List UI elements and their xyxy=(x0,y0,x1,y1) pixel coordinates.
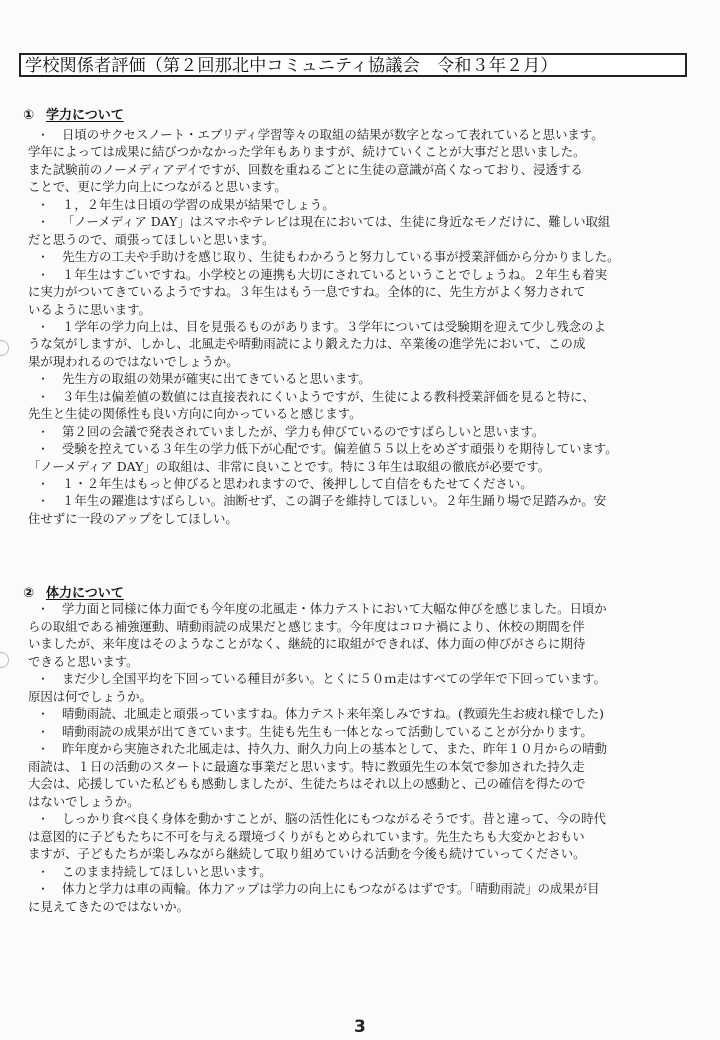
comment-line: いましたが、来年度はそのようなことがなく、継続的に取組ができれば、体力面の伸びがさらに期待 xyxy=(28,636,586,651)
bullet-mark: ・ xyxy=(37,319,50,334)
comment-line: 学力面と同様に体力面でも今年度の北風走・体力テストにおいて大幅な伸びを感じました。日頃か xyxy=(62,601,607,616)
comment-line: 晴動雨読、北風走と頑張っていますね。体力テスト来年楽しみですね。(教頭先生お疲れ様でした) xyxy=(62,706,604,721)
comment-line: ますが、子どもたちが楽しみながら継続して取り組めていける活動を今後も続けていってください。 xyxy=(28,846,586,861)
bullet-mark: ・ xyxy=(37,215,50,230)
bullet-mark: ・ xyxy=(37,707,50,721)
comment-line: １学年の学力向上は、目を見張るものがあります。３学年については受験期を迎えて少し残念のよ xyxy=(62,318,606,334)
comment-line: 「ノーメディア DAY」はスマホやテレビは現在においては、生徒に身近なモノだけに、難しい取組 xyxy=(62,214,611,230)
comment-line: 住せずに一段のアップをしてほしい。 xyxy=(28,510,238,526)
bullet-mark: ・ xyxy=(37,812,50,826)
comment-line: できると思います。 xyxy=(28,653,139,669)
comment-line: まだ少し全国平均を下回っている種目が多い。とくに５０ｍ走はすべての学年で下回っています。 xyxy=(62,671,606,686)
bullet-mark: ・ xyxy=(37,864,50,879)
section-number: ① xyxy=(23,108,35,123)
comment-line: ことで、更に学力向上につながると思います。 xyxy=(28,179,287,195)
bullet-mark: ・ xyxy=(37,128,50,142)
binder-hole-mark xyxy=(0,652,9,668)
comment-line: 先生方の工夫や手助けを感じ取り、生徒もわかろうと努力している事が授業評価から分かりました。 xyxy=(62,249,620,265)
comment-line: だと思うので、頑張ってほしいと思います。 xyxy=(28,231,275,247)
comment-line: に見えてきたのではないか。 xyxy=(28,898,190,914)
comment-line: 先生方の取組の効果が確実に出てきていると思います。 xyxy=(62,371,371,387)
bullet-mark: ・ xyxy=(37,672,50,686)
comment-line: に実力がついてきているようですね。３年生はもう一息ですね。全体的に、先生方がよく努力されて xyxy=(28,284,586,300)
comment-line: 体力と学力は車の両輪。体力アップは学力の向上にもつながるはずです。「晴動雨読」の成果が目 xyxy=(62,881,600,896)
comment-line: １年生の躍進はすばらしい。油断せず、この調子を維持してほしい。２年生踊り場で足踏みか。安 xyxy=(62,493,607,509)
comment-line: うな気がしますが、しかし、北風走や晴動雨読により鍛えた力は、卒業後の進学先において、この成 xyxy=(28,336,586,352)
document-title: 学校関係者評価（第２回那北中コミュニティ協議会 令和３年２月） xyxy=(25,56,558,76)
document-title-box xyxy=(19,53,687,77)
bullet-mark: ・ xyxy=(37,742,50,756)
comment-line: 日頃のサクセスノート・エブリディ学習等々の取組の結果が数字となって表れていると思います。 xyxy=(62,127,604,142)
bullet-mark: ・ xyxy=(37,424,50,439)
comment-line: 学年によっては成果に結びつかなかった学年もありますが、続けていくことが大事だと思いました。 xyxy=(28,144,586,160)
comment-line: このまま持続してほしいと思います。 xyxy=(62,863,272,879)
bullet-mark: ・ xyxy=(37,442,50,457)
comment-line: 「ノーメディア DAY」の取組は、非常に良いことです。特に３年生は取組の徹底が必要です。 xyxy=(28,458,551,474)
bullet-mark: ・ xyxy=(37,602,50,616)
comment-line: はないでしょうか。 xyxy=(28,793,140,809)
comment-line: １年生はすごいですね。小学校との連携も大切にされているということでしょうね。２年生も着実 xyxy=(62,266,608,282)
comment-line: らの取組である補強運動、晴動雨読の成果だと感じます。今年度はコロナ禍により、休校の期間を伴 xyxy=(28,618,585,634)
bullet-mark: ・ xyxy=(37,389,50,404)
bullet-mark: ・ xyxy=(37,197,50,212)
comment-line: 先生と生徒の関係性も良い方向に向かっていると感じます。 xyxy=(28,406,362,422)
comment-line: また試験前のノーメディアデイですが、回数を重ねるごとに生徒の意識が高くなっており、浸透する xyxy=(28,161,583,177)
section-title: 学力について xyxy=(46,108,124,123)
comment-line: 晴動雨読の成果が出てきています。生徒も先生も一体となって活動していることが分かります。 xyxy=(62,723,593,739)
binder-hole-mark xyxy=(0,340,9,356)
comment-line: 雨読は、１日の活動のスタートに最適な事業だと思います。特に教頭先生の本気で参加された持久走 xyxy=(28,758,585,774)
comment-line: 第２回の会議で発表されていましたが、学力も伸びているのですばらしいと思います。 xyxy=(62,423,545,439)
comment-line: １，２年生は日頃の学習の成果が結果でしょう。 xyxy=(62,196,335,212)
comment-line: 大会は、応援していた私どもも感動しましたが、生徒たちはそれ以上の感動と、己の確信を得たので xyxy=(28,776,586,791)
comment-line: しっかり食べ良く身体を動かすことが、脳の活性化にもつながるそうです。昔と違って、今の時代 xyxy=(62,811,606,826)
bullet-mark: ・ xyxy=(37,477,50,491)
bullet-mark: ・ xyxy=(37,724,50,739)
section-title: 体力について xyxy=(46,586,124,601)
comment-line: 受験を控えている３年生の学力低下が心配です。偏差値５５以上をめざす頑張りを期待しています。 xyxy=(62,441,618,457)
bullet-mark: ・ xyxy=(37,250,50,265)
comment-line: １・２年生はもっと伸びると思われますので、後押しして自信をもたせてください。 xyxy=(62,476,533,491)
comment-line: 昨年度から実施された北風走は、持久力、耐久力向上の基本として、また、昨年１０月からの晴動 xyxy=(62,741,607,756)
comment-line: いるように思います。 xyxy=(28,301,151,317)
comment-line: ３年生は偏差値の数値には直接表れにくいようですが、生徒による教科授業評価を見ると特に、 xyxy=(62,388,595,404)
comment-line: 原因は何でしょうか。 xyxy=(28,688,152,704)
comment-line: 果が現われるのではないでしょうか。 xyxy=(28,353,239,369)
bullet-mark: ・ xyxy=(37,882,50,896)
comment-line: は意図的に子どもたちに不可を与える環境づくりがもとめられています。先生たちも大変かとおもい xyxy=(28,828,585,844)
section-heading-academics xyxy=(23,107,124,125)
bullet-mark: ・ xyxy=(37,494,50,509)
bullet-mark: ・ xyxy=(37,267,50,282)
page-number: 3 xyxy=(354,1017,366,1037)
bullet-mark: ・ xyxy=(37,372,50,387)
section-number: ② xyxy=(23,586,35,601)
